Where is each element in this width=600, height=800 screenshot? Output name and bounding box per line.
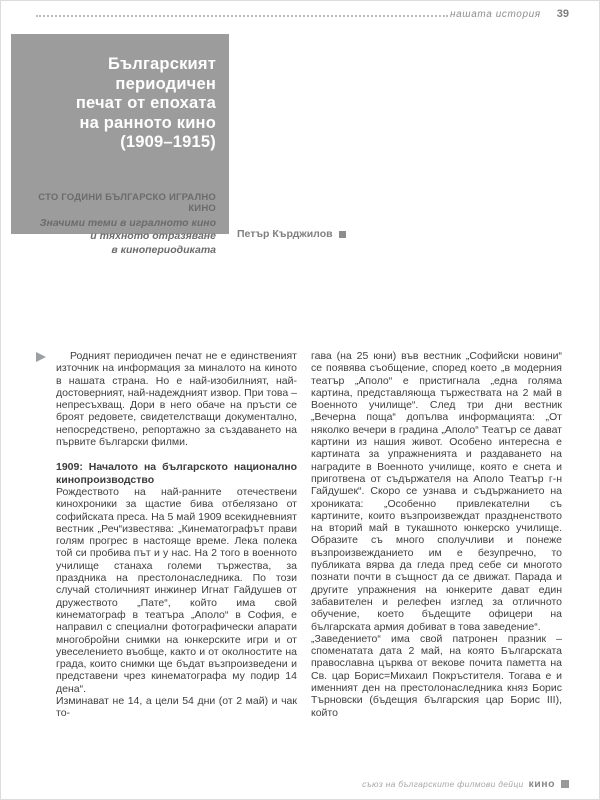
section-heading: 1909: Началото на българското национално кинопроизводство (56, 461, 297, 486)
page-number: 39 (556, 8, 569, 20)
subtitle-line: Значими теми в игралното кино (39, 216, 216, 229)
lead-paragraph (56, 350, 297, 448)
triangle-marker-icon (36, 352, 46, 362)
page-footer (362, 778, 569, 790)
title-line: (1909–1915) (120, 133, 216, 151)
series-kicker: СТО ГОДИНИ БЪЛГАРСКО ИГРАЛНО КИНО (38, 191, 216, 214)
footer-magazine-name: кино (528, 778, 555, 790)
body-column-right (311, 350, 562, 719)
footer-square-icon (561, 780, 569, 788)
subtitle-line: и тяхното отразяване (90, 230, 216, 242)
body-column-left (56, 350, 297, 720)
author-line (237, 228, 346, 240)
subtitle-line: в кинопериодиката (111, 243, 216, 256)
paragraph: гава (на 25 юни) във вестник „Софийски новини“ се появява съобщение, според което „в модерния театър „Аполо“ е пристигнала „една голяма картина, представляюща тържествата на 2 май в Военното училище“. След три дни вестник „Вечерна поща“ допълва информацията: „От няколко вечери в градина „Аполо“ Театър се дават картини из нашия живот. Особено интересна е картината за упражненията и раздаването на наградите в Военното училище, която е снета и приготвена от съдържателя на Аполо Театър г-н Гайдушек“. Скоро се узнава и съдържанието на хрониката: „Особенно привлекателни съ картините, които възпроизвеждат праздненството на вторий май в тукашното юнкерско училище. Образите съ много сполучливи и понеже възпроизвежданието им е безупречно, то публиката вярва да гледа пред себе си многото познати почти в същност да се движат. Парада и другите упражнения на юнкерите дават един забавителен и релефен изглед за отличното обучение, което бъдещите офицери на българската армия добиват в това заведение“. (311, 350, 562, 633)
dotted-leader (36, 6, 448, 17)
section-label: нашата история (450, 9, 541, 20)
article-title (23, 55, 216, 153)
title-box (11, 34, 229, 256)
running-head (36, 6, 569, 20)
title-line: печат от епохата (75, 94, 216, 112)
paragraph: „Заведението“ има свой патронен празник – споменатата дата 2 май, на която Българската православна църква от векове почита паметта на Св. цар Борис=Михаил Покръстителя. Тогава е и именният ден на престолонаследника княз Борис Търновски (бъдещия българския цар Борис III), който (311, 632, 562, 719)
title-line: на ранното кино (79, 113, 216, 132)
author-name: Петър Кърджилов (237, 228, 333, 240)
author-square-icon (339, 231, 346, 238)
footer-imprint: съюз на българските филмови дейци (362, 779, 524, 789)
paragraph: Изминават не 14, а цели 54 дни (от 2 май) и чак то- (56, 695, 297, 720)
title-line: Българският периодичен (108, 55, 216, 93)
lead-text: Родният периодичен печат не е единственият източник на информация за миналото на киното в нашата страна. Но е най-изобилният, най-достоверният, най-надеждният извор. При това – непресъхващ. Дори в него обаче на пръсти се броят редовете, свидетелстващи документално, непосредствено, репортажно за създаването на първите български филми. (56, 350, 297, 449)
article-subtitle (23, 217, 216, 258)
paragraph: Рождеството на най-ранните отечествени кинохроники за щастие бива отбелязано от софийската преса. На 5 май 1909 всекидневният вестник „Реч“известява: „Кинематографът прави голям прогрес в настояще време. Лека полека той си пробива път и у нас. На 2 того в военното училище станаха големи тържества, за праздника на престолонаследника. По този случай столичният инжинер Игнат Гайдушев от дружеството „Пате“, който има свой кинематограф в театъра „Аполо“ в София, е направил с специални фотографически апарати многобройни снимки на юнкерските игри и от увеселението въобще, както и от околностите на града, които снимки ще бъдат възпроизведени и представени чрез кинематографа му подир 14 дена“. (56, 485, 297, 695)
